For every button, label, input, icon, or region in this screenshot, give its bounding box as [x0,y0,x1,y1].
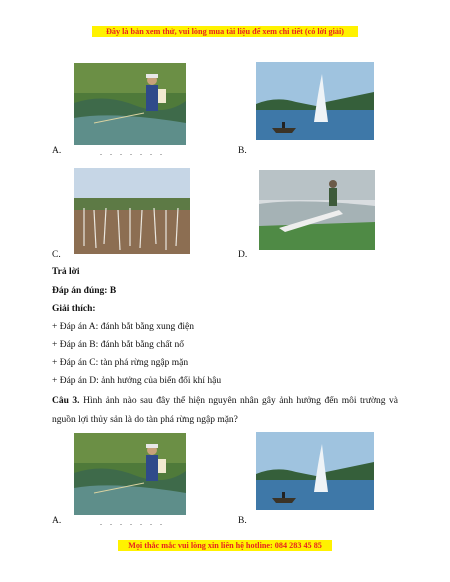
option-a-label: A. [52,146,62,156]
option-d-label: D. [238,250,248,260]
explanation-line: + Đáp án A: đánh bắt bằng xung điện [52,322,195,332]
question-3 [52,392,398,430]
option-c-image [74,168,190,254]
option-b-image [256,62,374,140]
q3-option-a-image [74,433,186,515]
preview-banner: Đây là bản xem thử, vui lòng mua tài liệu để xem chi tiết (có lời giải) [92,26,358,37]
explanation-line: + Đáp án C: tàn phá rừng ngập mặn [52,358,189,368]
hotline-banner: Mọi thắc mắc vui lòng xin liên hệ hotline: 084 283 45 85 [118,540,332,551]
dots: . . . . . . . [100,518,165,527]
explanation-line: + Đáp án D: ảnh hưởng của biến đổi khí hậu [52,376,222,386]
question-number: Câu 3. [52,396,80,406]
q3-option-b-image [256,432,374,510]
option-a-image [74,63,186,145]
explanation-line: + Đáp án B: đánh bắt bằng chất nổ [52,340,184,350]
explanation-title: Giải thích: [52,304,96,314]
correct-answer: Đáp án đúng: B [52,286,117,296]
option-c-label: C. [52,250,61,260]
option-b-label: B. [238,146,247,156]
option-d-image [259,170,375,250]
q3-option-a-label: A. [52,516,62,526]
question-text: Hình ảnh nào sau đây thể hiện nguyên nhân gây ảnh hưởng đến môi trường và nguồn lợi thủy sản là do tàn phá rừng ngập mặn? [52,396,398,425]
answer-heading: Trả lời [52,267,80,277]
q3-option-b-label: B. [238,516,247,526]
dots: . . . . . . . [100,148,165,157]
